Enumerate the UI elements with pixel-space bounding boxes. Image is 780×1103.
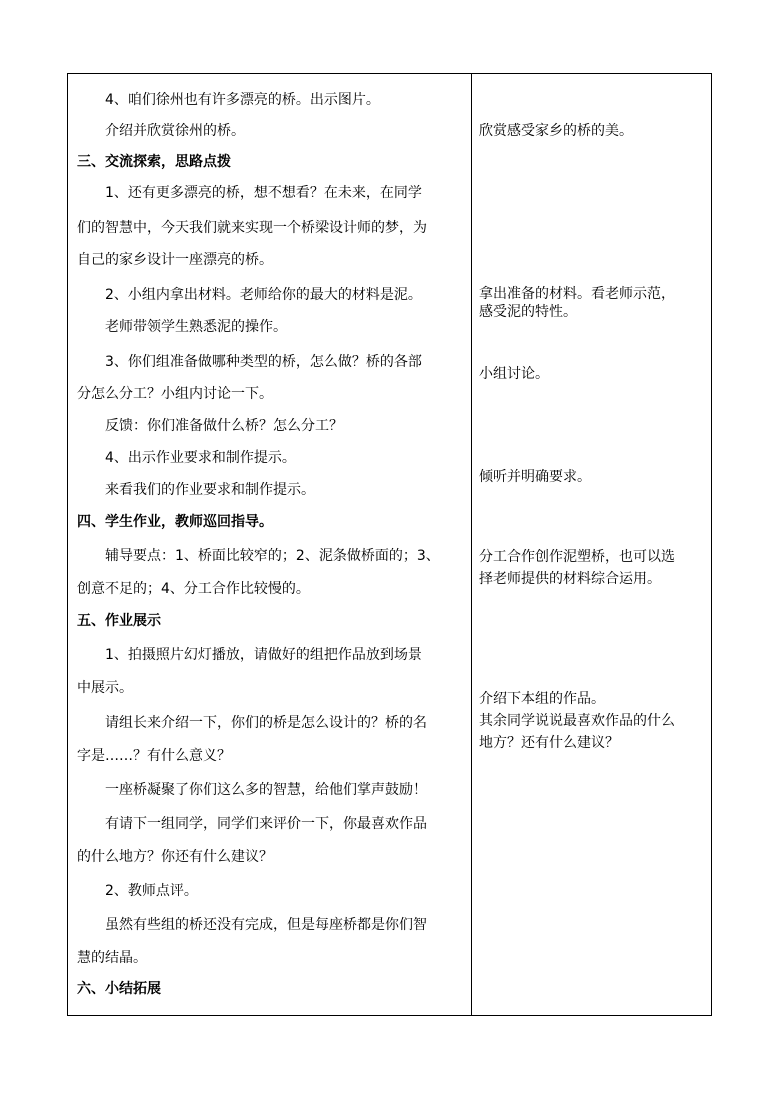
text-line: 4、出示作业要求和制作提示。 <box>105 450 296 466</box>
section-heading: 四、学生作业，教师巡回指导。 <box>77 514 273 530</box>
section-heading: 三、交流探索，思路点拨 <box>77 154 231 170</box>
text-line: 择老师提供的材料综合运用。 <box>479 571 661 587</box>
text-line: 一座桥凝聚了你们这么多的智慧，给他们掌声鼓励！ <box>105 782 427 798</box>
section-heading: 六、小结拓展 <box>77 981 161 997</box>
text-line: 介绍并欣赏徐州的桥。 <box>105 123 245 139</box>
text-line: 倾听并明确要求。 <box>479 469 591 485</box>
text-line: 分怎么分工？小组内讨论一下。 <box>77 386 273 402</box>
text-line: 中展示。 <box>77 680 133 696</box>
text-line: 介绍下本组的作品。 <box>479 691 605 707</box>
section-heading: 五、作业展示 <box>77 613 161 629</box>
text-line: 1、拍摄照片幻灯播放，请做好的组把作品放到场景 <box>105 647 422 663</box>
text-line: 欣赏感受家乡的桥的美。 <box>479 123 633 139</box>
text-line: 2、小组内拿出材料。老师给你的最大的材料是泥。 <box>105 287 422 303</box>
text-line: 老师带领学生熟悉泥的操作。 <box>105 319 287 335</box>
text-line: 2、教师点评。 <box>105 883 198 899</box>
text-line: 虽然有些组的桥还没有完成，但是每座桥都是你们智 <box>105 917 427 933</box>
lesson-plan-table <box>67 73 712 1016</box>
text-line: 请组长来介绍一下，你们的桥是怎么设计的？桥的名 <box>105 715 427 731</box>
text-line: 自己的家乡设计一座漂亮的桥。 <box>77 252 273 268</box>
text-line: 有请下一组同学，同学们来评价一下，你最喜欢作品 <box>105 816 427 832</box>
text-line: 慧的结晶。 <box>77 950 147 966</box>
text-line: 创意不足的；4、分工合作比较慢的。 <box>77 581 310 597</box>
text-line: 4、咱们徐州也有许多漂亮的桥。出示图片。 <box>105 92 380 108</box>
text-line: 1、还有更多漂亮的桥，想不想看？在未来，在同学 <box>105 185 422 201</box>
text-line: 其余同学说说最喜欢作品的什么 <box>479 713 675 729</box>
text-line: 地方？还有什么建议？ <box>479 735 619 751</box>
text-line: 们的智慧中，今天我们就来实现一个桥梁设计师的梦，为 <box>77 220 427 236</box>
text-line: 分工合作创作泥塑桥，也可以选 <box>479 549 675 565</box>
text-line: 的什么地方？你还有什么建议？ <box>77 849 273 865</box>
text-line: 感受泥的特性。 <box>479 304 577 320</box>
text-line: 反馈：你们准备做什么桥？怎么分工？ <box>105 418 343 434</box>
text-line: 辅导要点：1、桥面比较窄的；2、泥条做桥面的；3、 <box>105 548 440 564</box>
text-line: 来看我们的作业要求和制作提示。 <box>105 482 315 498</box>
text-line: 3、你们组准备做哪种类型的桥，怎么做？桥的各部 <box>105 354 422 370</box>
column-divider <box>471 74 472 1015</box>
text-line: 拿出准备的材料。看老师示范， <box>479 286 675 302</box>
text-line: 小组讨论。 <box>479 366 549 382</box>
text-line: 字是……？有什么意义？ <box>77 748 231 764</box>
